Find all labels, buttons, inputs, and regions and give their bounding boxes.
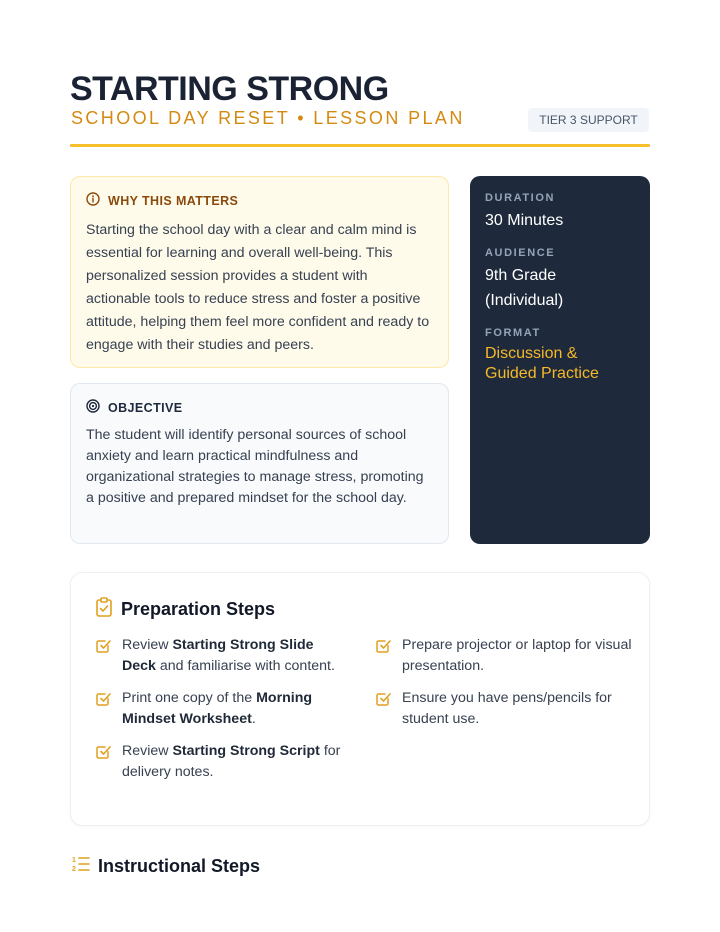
preparation-title: Preparation Steps — [121, 599, 276, 619]
objective-card-header — [86, 399, 433, 417]
checkbox-checked-icon — [375, 637, 392, 677]
prep-item — [95, 688, 345, 730]
prep-item — [375, 688, 633, 730]
svg-text:2: 2 — [72, 866, 76, 873]
instructional-steps-header — [72, 855, 260, 878]
preparation-column-right — [375, 635, 633, 741]
lesson-details-panel — [470, 176, 650, 544]
format-line-1: Discussion & — [485, 345, 578, 362]
objective-card-body: The student will identify personal sources of school anxiety and learn practical mindfulness and organizational strategies to manage stress, promoting a positive and prepared mindset for the school day. — [86, 427, 424, 506]
format-label: FORMAT — [485, 327, 541, 339]
prep-item-text: Review Starting Strong Slide Deck and familiarise with content. — [122, 637, 335, 674]
prep-item — [95, 635, 345, 677]
clipboard-check-icon — [95, 597, 113, 622]
prep-item-text: Review Starting Strong Script for delivery notes. — [122, 743, 341, 780]
page-subtitle: SCHOOL DAY RESET • LESSON PLAN — [71, 108, 465, 128]
duration-label: DURATION — [485, 192, 556, 204]
tier-badge: TIER 3 SUPPORT — [528, 108, 649, 132]
why-card-header — [86, 192, 433, 210]
page-title: STARTING STRONG — [70, 70, 389, 108]
audience-line-1: 9th Grade — [485, 267, 557, 284]
numbered-list-icon — [72, 855, 90, 878]
why-this-matters-card — [70, 176, 449, 368]
prep-item — [95, 741, 345, 783]
why-card-body: Starting the school day with a clear and calm mind is essential for learning and overall well-being. This personalized session provides a student with actionable tools to reduce stress and foster a positive attitude, helping them feel more confident and ready to engage with their studies and peers. — [86, 222, 430, 353]
audience-label: AUDIENCE — [485, 247, 556, 259]
preparation-header — [95, 597, 275, 622]
prep-item-text: Ensure you have pens/pencils for student use. — [402, 690, 612, 727]
prep-item — [375, 635, 633, 677]
target-icon — [86, 399, 100, 418]
svg-text:1: 1 — [72, 857, 76, 864]
why-card-title: WHY THIS MATTERS — [108, 194, 239, 208]
audience-value — [485, 263, 635, 313]
checkbox-checked-icon — [375, 690, 392, 730]
checkbox-checked-icon — [95, 690, 112, 730]
checkbox-checked-icon — [95, 743, 112, 783]
duration-value: 30 Minutes — [485, 212, 564, 229]
format-block — [485, 327, 635, 384]
audience-block — [485, 247, 635, 313]
info-icon — [86, 192, 100, 211]
duration-block — [485, 192, 635, 233]
objective-card-title: OBJECTIVE — [108, 401, 183, 415]
format-line-2: Guided Practice — [485, 365, 599, 382]
prep-item-text: Prepare projector or laptop for visual presentation. — [402, 637, 632, 674]
prep-item-text: Print one copy of the Morning Mindset Worksheet. — [122, 690, 313, 727]
preparation-column-left — [95, 635, 345, 794]
format-value — [485, 344, 635, 384]
preparation-steps-card — [70, 572, 650, 826]
instructional-steps-title: Instructional Steps — [98, 856, 261, 876]
objective-card — [70, 383, 449, 544]
checkbox-checked-icon — [95, 637, 112, 677]
header-divider — [70, 144, 650, 147]
audience-line-2: (Individual) — [485, 292, 564, 309]
